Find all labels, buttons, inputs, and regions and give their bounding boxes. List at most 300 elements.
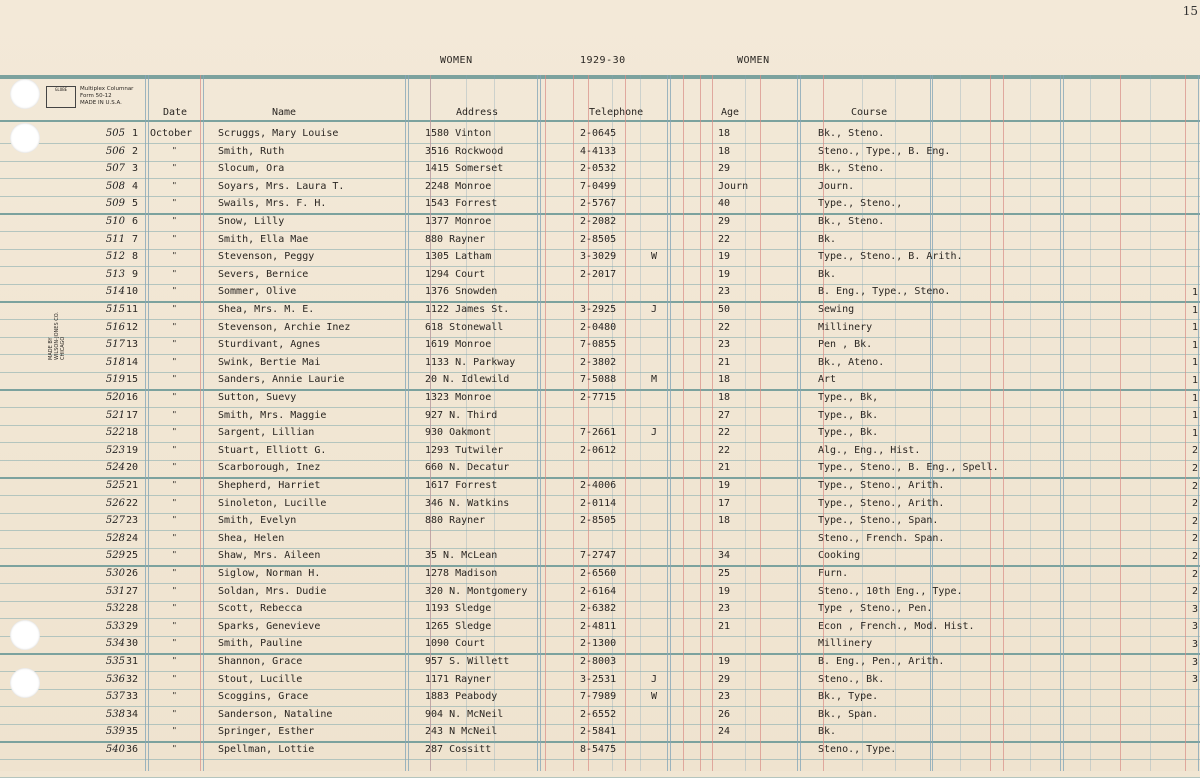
row-hand-number: 533: [105, 621, 125, 632]
row-hand-number: 535: [105, 656, 125, 667]
row-telephone-exchange: W: [651, 251, 658, 262]
row-date: ": [172, 445, 177, 454]
row-age: 23: [718, 603, 731, 614]
table-row: [0, 198, 1200, 215]
row-telephone: 2-0480: [580, 322, 617, 333]
row-date: ": [172, 603, 177, 612]
row-name: Stevenson, Peggy: [218, 251, 315, 262]
edge-mark: 2: [1192, 516, 1199, 527]
row-date: ": [172, 304, 177, 313]
header-right: WOMEN: [737, 55, 770, 66]
row-address: 904 N. McNeil: [425, 709, 504, 720]
row-hand-number: 512: [105, 251, 125, 262]
row-date: ": [172, 216, 177, 225]
row-date: ": [172, 674, 177, 683]
row-telephone: 2-0645: [580, 128, 617, 139]
row-number: 10: [125, 286, 138, 297]
row-course: Type., Steno.,: [818, 198, 903, 209]
edge-mark: 2: [1192, 551, 1199, 562]
row-address: 1294 Court: [425, 269, 486, 280]
row-name: Smith, Pauline: [218, 638, 303, 649]
row-course: Bk., Steno.: [818, 216, 885, 227]
row-number: 20: [125, 462, 138, 473]
row-address: 1193 Sledge: [425, 603, 492, 614]
edge-mark: 1: [1192, 305, 1199, 316]
row-address: 1617 Forrest: [425, 480, 498, 491]
table-row: [0, 339, 1200, 356]
row-address: 1133 N. Parkway: [425, 357, 516, 368]
edge-mark: 2: [1192, 445, 1199, 456]
row-age: 18: [718, 374, 731, 385]
row-address: 927 N. Third: [425, 410, 498, 421]
row-date: ": [172, 550, 177, 559]
row-age: 50: [718, 304, 731, 315]
table-row: [0, 498, 1200, 515]
table-row: [0, 269, 1200, 286]
row-name: Scott, Rebecca: [218, 603, 303, 614]
edge-mark: 3: [1192, 639, 1199, 650]
row-number: 18: [125, 427, 138, 438]
row-name: Shea, Mrs. M. E.: [218, 304, 315, 315]
row-name: Siglow, Norman H.: [218, 568, 321, 579]
table-row: [0, 445, 1200, 462]
row-telephone: 2-0612: [580, 445, 617, 456]
row-course: Bk.: [818, 726, 837, 737]
row-telephone: 2-2017: [580, 269, 617, 280]
row-telephone: 7-2747: [580, 550, 617, 561]
table-row: [0, 251, 1200, 268]
row-date: ": [172, 181, 177, 190]
row-date: ": [172, 163, 177, 172]
row-hand-number: 538: [105, 709, 125, 720]
row-course: Type., Steno., Arith.: [818, 480, 945, 491]
row-date: ": [172, 498, 177, 507]
table-row: [0, 357, 1200, 374]
row-date: ": [172, 198, 177, 207]
row-number: 2: [131, 146, 138, 157]
row-age: 34: [718, 550, 731, 561]
row-number: 15: [125, 374, 138, 385]
row-hand-number: 518: [105, 357, 125, 368]
row-hand-number: 526: [105, 498, 125, 509]
row-telephone: 2-5841: [580, 726, 617, 737]
row-address: 930 Oakmont: [425, 427, 492, 438]
edge-mark: 1: [1192, 428, 1199, 439]
row-name: Sturdivant, Agnes: [218, 339, 321, 350]
row-date: ": [172, 533, 177, 542]
row-age: 29: [718, 163, 731, 174]
row-course: Furn.: [818, 568, 849, 579]
row-address: 1293 Tutwiler: [425, 445, 504, 456]
row-age: 26: [718, 709, 731, 720]
row-telephone: 7-0855: [580, 339, 617, 350]
row-number: 17: [125, 410, 138, 421]
row-date: ": [172, 357, 177, 366]
row-hand-number: 510: [105, 216, 125, 227]
row-name: Spellman, Lottie: [218, 744, 315, 755]
row-name: Scarborough, Inez: [218, 462, 321, 473]
row-name: Shepherd, Harriet: [218, 480, 321, 491]
column-header-age: Age: [721, 107, 740, 118]
row-name: Slocum, Ora: [218, 163, 285, 174]
row-course: Type., Bk,: [818, 392, 879, 403]
row-number: 5: [131, 198, 138, 209]
row-address: 1377 Monroe: [425, 216, 492, 227]
row-number: 6: [131, 216, 138, 227]
edge-mark: 3: [1192, 674, 1199, 685]
row-age: 25: [718, 568, 731, 579]
row-date: ": [172, 638, 177, 647]
table-row: [0, 691, 1200, 708]
row-hand-number: 523: [105, 445, 125, 456]
edge-mark: 3: [1192, 657, 1199, 668]
row-name: Smith, Mrs. Maggie: [218, 410, 327, 421]
row-age: 19: [718, 480, 731, 491]
table-row: [0, 586, 1200, 603]
edge-mark: 1: [1192, 287, 1199, 298]
row-number: 28: [125, 603, 138, 614]
row-address: 1265 Sledge: [425, 621, 492, 632]
row-age: 18: [718, 515, 731, 526]
row-number: 24: [125, 533, 138, 544]
binder-hole: [10, 79, 40, 109]
row-address: 346 N. Watkins: [425, 498, 510, 509]
edge-mark: 1: [1192, 340, 1199, 351]
row-age: 23: [718, 339, 731, 350]
row-name: Shaw, Mrs. Aileen: [218, 550, 321, 561]
row-date: ": [172, 691, 177, 700]
row-date: ": [172, 427, 177, 436]
row-address: 1278 Madison: [425, 568, 498, 579]
row-course: Econ , French., Mod. Hist.: [818, 621, 975, 632]
row-address: 287 Cossitt: [425, 744, 492, 755]
table-row: [0, 286, 1200, 303]
form-label-line: MADE IN U.S.A.: [80, 100, 122, 106]
row-date: ": [172, 322, 177, 331]
row-name: Stout, Lucille: [218, 674, 303, 685]
row-age: 19: [718, 251, 731, 262]
row-date: ": [172, 251, 177, 260]
row-course: Type., Steno., B. Eng., Spell.: [818, 462, 999, 473]
row-name: Smith, Ruth: [218, 146, 285, 157]
row-hand-number: 537: [105, 691, 125, 702]
row-address: 35 N. McLean: [425, 550, 498, 561]
form-label: [80, 86, 133, 107]
row-address: 1171 Rayner: [425, 674, 492, 685]
edge-mark: 1: [1192, 393, 1199, 404]
row-telephone: 2-5767: [580, 198, 617, 209]
row-hand-number: 522: [105, 427, 125, 438]
row-course: Cooking: [818, 550, 861, 561]
column-header-address: Address: [456, 107, 499, 118]
row-date: ": [172, 410, 177, 419]
table-row: [0, 515, 1200, 532]
row-course: Millinery: [818, 638, 873, 649]
page-number: 15: [1182, 4, 1198, 18]
row-address: 1090 Court: [425, 638, 486, 649]
row-name: Sanderson, Nataline: [218, 709, 333, 720]
row-date: ": [172, 146, 177, 155]
row-address: 957 S. Willett: [425, 656, 510, 667]
row-course: Steno., Bk.: [818, 674, 885, 685]
row-number: 36: [125, 744, 138, 755]
row-number: 12: [125, 322, 138, 333]
row-age: 29: [718, 674, 731, 685]
row-course: Art: [818, 374, 837, 385]
row-telephone: 2-4811: [580, 621, 617, 632]
row-age: 21: [718, 462, 731, 473]
row-address: 1619 Monroe: [425, 339, 492, 350]
table-row: [0, 304, 1200, 321]
row-telephone: 3-2531: [580, 674, 617, 685]
row-hand-number: 515: [105, 304, 125, 315]
row-telephone: 2-8003: [580, 656, 617, 667]
row-address: 2248 Monroe: [425, 181, 492, 192]
row-name: Smith, Ella Mae: [218, 234, 309, 245]
row-address: 1415 Somerset: [425, 163, 504, 174]
row-age: 17: [718, 498, 731, 509]
row-telephone: 2-1300: [580, 638, 617, 649]
row-course: Type., Bk.: [818, 410, 879, 421]
row-number: 34: [125, 709, 138, 720]
row-name: Swink, Bertie Mai: [218, 357, 321, 368]
row-telephone: 2-8505: [580, 515, 617, 526]
row-course: Type., Steno., Span.: [818, 515, 939, 526]
row-date: ": [172, 374, 177, 383]
row-course: B. Eng., Type., Steno.: [818, 286, 951, 297]
row-age: 24: [718, 726, 731, 737]
row-address: 1122 James St.: [425, 304, 510, 315]
row-name: Sanders, Annie Laurie: [218, 374, 345, 385]
row-name: Severs, Bernice: [218, 269, 309, 280]
row-telephone: 2-3802: [580, 357, 617, 368]
row-course: Type., Steno., Arith.: [818, 498, 945, 509]
row-telephone: 3-2925: [580, 304, 617, 315]
row-age: 29: [718, 216, 731, 227]
row-course: Bk.: [818, 269, 837, 280]
row-course: Steno., Type.: [818, 744, 897, 755]
row-number: 13: [125, 339, 138, 350]
row-course: Bk., Span.: [818, 709, 879, 720]
row-hand-number: 525: [105, 480, 125, 491]
row-age: 19: [718, 586, 731, 597]
row-telephone: 2-8505: [580, 234, 617, 245]
row-name: Sparks, Genevieve: [218, 621, 321, 632]
row-name: Smith, Evelyn: [218, 515, 297, 526]
row-date: October: [150, 128, 193, 139]
row-hand-number: 540: [105, 744, 125, 755]
table-row: [0, 621, 1200, 638]
row-age: 23: [718, 691, 731, 702]
table-row: [0, 322, 1200, 339]
row-address: 3516 Rockwood: [425, 146, 504, 157]
row-hand-number: 520: [105, 392, 125, 403]
row-number: 7: [131, 234, 138, 245]
table-row: [0, 638, 1200, 655]
edge-mark: 3: [1192, 604, 1199, 615]
row-course: Journ.: [818, 181, 855, 192]
row-date: ": [172, 744, 177, 753]
row-hand-number: 529: [105, 550, 125, 561]
row-date: ": [172, 726, 177, 735]
row-course: B. Eng., Pen., Arith.: [818, 656, 945, 667]
row-telephone: 7-0499: [580, 181, 617, 192]
row-age: 19: [718, 269, 731, 280]
row-hand-number: 506: [105, 146, 125, 157]
row-hand-number: 534: [105, 638, 125, 649]
row-course: Alg., Eng., Hist.: [818, 445, 921, 456]
edge-mark: 1: [1192, 357, 1199, 368]
row-course: Millinery: [818, 322, 873, 333]
row-hand-number: 532: [105, 603, 125, 614]
row-telephone: 4-4133: [580, 146, 617, 157]
row-age: 18: [718, 146, 731, 157]
row-telephone: 2-4006: [580, 480, 617, 491]
row-telephone: 2-6552: [580, 709, 617, 720]
header-year: 1929-30: [580, 55, 626, 66]
row-telephone: 7-7989: [580, 691, 617, 702]
row-course: Steno., 10th Eng., Type.: [818, 586, 963, 597]
table-row: [0, 674, 1200, 691]
table-row: [0, 146, 1200, 163]
row-number: 9: [131, 269, 138, 280]
rule-line: [0, 120, 1200, 122]
row-name: Sargent, Lillian: [218, 427, 315, 438]
table-row: [0, 427, 1200, 444]
row-age: 18: [718, 128, 731, 139]
row-number: 31: [125, 656, 138, 667]
row-name: Swails, Mrs. F. H.: [218, 198, 327, 209]
row-age: 19: [718, 656, 731, 667]
row-course: Bk.: [818, 234, 837, 245]
edge-mark: 1: [1192, 322, 1199, 333]
table-row: [0, 480, 1200, 497]
row-address: 618 Stonewall: [425, 322, 504, 333]
row-hand-number: 511: [105, 234, 125, 245]
row-date: ": [172, 392, 177, 401]
edge-mark: 1: [1192, 375, 1199, 386]
row-hand-number: 508: [105, 181, 125, 192]
row-number: 22: [125, 498, 138, 509]
row-hand-number: 527: [105, 515, 125, 526]
row-course: Bk., Steno.: [818, 128, 885, 139]
row-date: ": [172, 709, 177, 718]
row-hand-number: 531: [105, 586, 125, 597]
row-number: 4: [131, 181, 138, 192]
row-name: Shea, Helen: [218, 533, 285, 544]
row-number: 16: [125, 392, 138, 403]
row-hand-number: 505: [105, 128, 125, 139]
table-row: [0, 568, 1200, 585]
row-number: 27: [125, 586, 138, 597]
row-course: Bk., Steno.: [818, 163, 885, 174]
row-telephone: 2-6560: [580, 568, 617, 579]
row-telephone: 2-7715: [580, 392, 617, 403]
row-age: Journ: [718, 181, 749, 192]
form-label-line: Form 50-12: [80, 93, 112, 99]
row-address: 1543 Forrest: [425, 198, 498, 209]
row-number: 3: [131, 163, 138, 174]
row-name: Scruggs, Mary Louise: [218, 128, 339, 139]
row-name: Shannon, Grace: [218, 656, 303, 667]
row-name: Sutton, Suevy: [218, 392, 297, 403]
row-age: 40: [718, 198, 731, 209]
edge-mark: 3: [1192, 621, 1199, 632]
row-address: 243 N McNeil: [425, 726, 498, 737]
row-address: 1305 Latham: [425, 251, 492, 262]
row-course: Steno., French. Span.: [818, 533, 945, 544]
row-date: ": [172, 656, 177, 665]
table-row: [0, 744, 1200, 761]
row-address: 1580 Vinton: [425, 128, 492, 139]
row-address: 660 N. Decatur: [425, 462, 510, 473]
row-number: 25: [125, 550, 138, 561]
row-date: ": [172, 515, 177, 524]
row-telephone-exchange: M: [651, 374, 658, 385]
maker-imprint: MADE BY WILSON-JONES CO. CHICAGO: [48, 311, 66, 360]
row-telephone: 2-2082: [580, 216, 617, 227]
row-address: 1376 Snowden: [425, 286, 498, 297]
table-row: [0, 163, 1200, 180]
table-row: [0, 410, 1200, 427]
row-age: 18: [718, 392, 731, 403]
edge-mark: 2: [1192, 498, 1199, 509]
row-telephone: 2-0532: [580, 163, 617, 174]
table-row: [0, 181, 1200, 198]
row-telephone: 7-2661: [580, 427, 617, 438]
table-row: [0, 550, 1200, 567]
table-row: [0, 234, 1200, 251]
table-row: [0, 462, 1200, 479]
row-address: 880 Rayner: [425, 515, 486, 526]
row-number: 29: [125, 621, 138, 632]
form-logo: GLOBE: [46, 86, 76, 108]
table-row: [0, 726, 1200, 743]
row-age: 27: [718, 410, 731, 421]
row-number: 19: [125, 445, 138, 456]
row-address: 880 Rayner: [425, 234, 486, 245]
table-row: [0, 128, 1200, 145]
row-address: 1323 Monroe: [425, 392, 492, 403]
column-header-telephone: Telephone: [589, 107, 644, 118]
row-number: 14: [125, 357, 138, 368]
row-hand-number: 507: [105, 163, 125, 174]
edge-mark: 2: [1192, 569, 1199, 580]
row-course: Type., Steno., B. Arith.: [818, 251, 963, 262]
row-number: 21: [125, 480, 138, 491]
edge-mark: 1: [1192, 410, 1199, 421]
row-hand-number: 524: [105, 462, 125, 473]
row-hand-number: 517: [105, 339, 125, 350]
row-course: Steno., Type., B. Eng.: [818, 146, 951, 157]
row-course: Pen , Bk.: [818, 339, 873, 350]
row-name: Scoggins, Grace: [218, 691, 309, 702]
row-course: Bk., Type.: [818, 691, 879, 702]
row-name: Snow, Lilly: [218, 216, 285, 227]
row-date: ": [172, 568, 177, 577]
row-hand-number: 528: [105, 533, 125, 544]
row-telephone-exchange: W: [651, 691, 658, 702]
row-hand-number: 530: [105, 568, 125, 579]
row-course: Type , Steno., Pen.: [818, 603, 933, 614]
edge-mark: 2: [1192, 586, 1199, 597]
table-row: [0, 709, 1200, 726]
row-age: 21: [718, 357, 731, 368]
row-name: Soyars, Mrs. Laura T.: [218, 181, 345, 192]
table-row: [0, 216, 1200, 233]
row-age: 22: [718, 234, 731, 245]
row-address: 1883 Peabody: [425, 691, 498, 702]
